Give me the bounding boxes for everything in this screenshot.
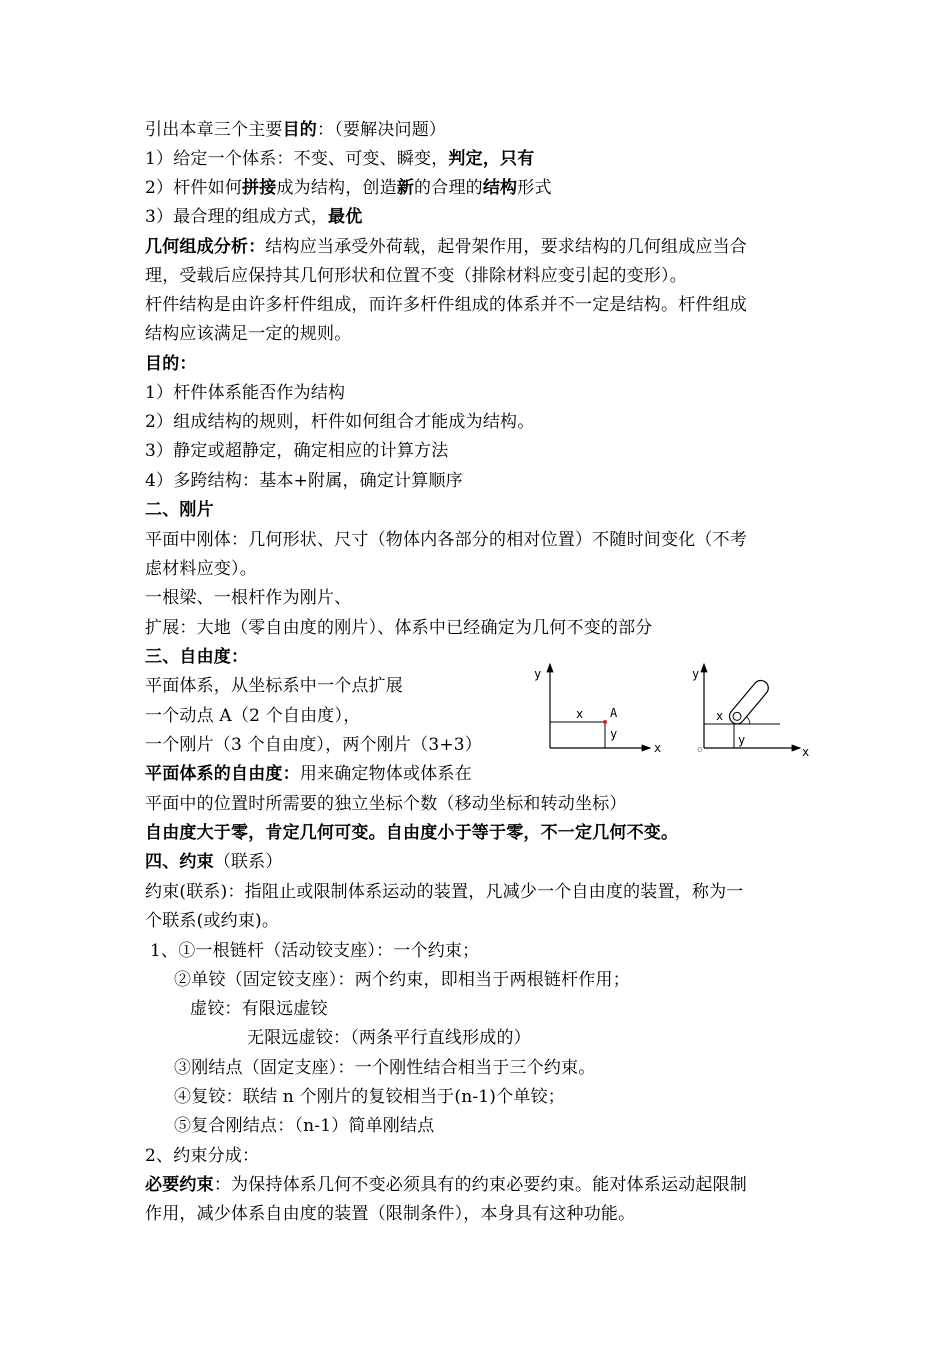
text-segment: 形式 [517, 178, 552, 198]
bold-text-segment: 四、约束 [145, 852, 214, 872]
bold-text-segment: 判定，只有 [448, 149, 535, 169]
text-segment: 结构应当承受外荷载，起骨架作用，要求结构的几何组成应当合 [265, 237, 748, 257]
text-line-l34 [174, 1083, 565, 1112]
text-segment: 理，受载后应保持其几何形状和位置不变（排除材料应变引起的变形）。 [145, 266, 687, 286]
text-segment: （联系） [213, 852, 283, 872]
text-line-l27 [145, 878, 743, 907]
figure-point-coordinates [530, 660, 670, 760]
text-segment: ④复铰：联结 n 个刚片的复铰相当于(n-1)个单铰； [174, 1087, 565, 1107]
text-line-l20 [145, 672, 403, 701]
text-segment: 3）静定或超静定，确定相应的计算方法 [145, 441, 449, 461]
text-line-l25 [145, 819, 678, 848]
bold-text-segment: 几何组成分析： [145, 237, 266, 257]
point-a-marker [603, 720, 607, 724]
text-line-l37 [145, 1171, 747, 1200]
text-line-l1 [145, 116, 446, 145]
text-segment: 1）给定一个体系：不变、可变、瞬变， [145, 149, 449, 169]
text-segment: 1）杆件体系能否作为结构 [145, 383, 346, 403]
text-line-l38 [145, 1200, 635, 1229]
text-line-l4 [145, 203, 362, 232]
figure-rigid-body-coordinates [688, 660, 818, 760]
text-segment: 约束(联系)：指阻止或限制体系运动的装置，凡减少一个自由度的装置，称为一 [145, 882, 744, 902]
text-line-l15 [145, 526, 747, 555]
x-axis-label: x [654, 741, 662, 755]
bold-text-segment: 新 [396, 178, 415, 198]
text-segment: ：（要解决问题） [317, 120, 447, 140]
text-line-l22 [145, 731, 482, 760]
text-line-l30 [174, 966, 630, 995]
origin-label: o [697, 745, 703, 755]
text-line-l29 [150, 937, 479, 966]
text-line-l13 [145, 467, 463, 496]
bold-text-segment: 目的： [145, 354, 197, 374]
bold-text-segment: 自由度大于零，肯定几何可变。自由度小于等于零，不一定几何不变。 [145, 823, 679, 843]
text-segment: 结构应该满足一定的规则。 [145, 324, 352, 344]
text-line-l14 [145, 496, 214, 525]
y-distance-label: y [738, 733, 746, 747]
text-line-l17 [145, 584, 351, 613]
x-distance-label: x [716, 709, 724, 723]
text-segment: 虑材料应变）。 [145, 559, 257, 579]
text-segment: 平面中刚体：几何形状、尺寸（物体内各部分的相对位置）不随时间变化（不考 [145, 530, 747, 550]
text-line-l33 [174, 1054, 596, 1083]
text-segment: 成为结构，创造 [276, 178, 397, 198]
text-segment: 一个动点 A（2 个自由度）， [145, 706, 361, 726]
text-segment: 虚铰：有限远虚铰 [190, 999, 328, 1019]
text-segment: ⑤复合刚结点：（n-1）简单刚结点 [174, 1116, 435, 1136]
text-segment: 一个刚片（3 个自由度），两个刚片（3+3） [145, 735, 482, 755]
x-axis-label: x [802, 745, 810, 759]
text-line-l9 [145, 350, 197, 379]
text-segment: 无限远虚铰：（两条平行直线形成的） [247, 1028, 531, 1048]
text-segment: 2）组成结构的规则，杆件如何组合才能成为结构。 [145, 412, 535, 432]
text-line-l32 [247, 1024, 531, 1053]
bold-text-segment: 结构 [482, 178, 518, 198]
text-segment: 平面中的位置时所需要的独立坐标个数（移动坐标和转动坐标） [145, 794, 627, 814]
bold-text-segment: 目的 [282, 120, 318, 140]
text-line-l7 [145, 291, 747, 320]
text-segment: 2、约束分成： [145, 1146, 260, 1166]
text-segment: 平面体系，从坐标系中一个点扩展 [145, 676, 403, 696]
text-line-l31 [190, 995, 328, 1024]
text-line-l8 [145, 320, 351, 349]
text-segment: 的合理的 [414, 178, 483, 198]
y-distance-label: y [610, 727, 618, 741]
bold-text-segment: 三、自由度： [145, 647, 249, 667]
text-segment: ：为保持体系几何不变必须具有的约束必要约束。能对体系运动起限制 [213, 1175, 748, 1195]
text-line-l35 [174, 1112, 434, 1141]
text-line-l23 [145, 760, 472, 789]
text-line-l5 [145, 233, 747, 262]
text-segment: 作用，减少体系自由度的装置（限制条件），本身具有这种功能。 [145, 1204, 636, 1224]
text-line-l24 [145, 790, 627, 819]
text-segment: 1、①一根链杆（活动铰支座）：一个约束； [150, 941, 480, 961]
text-line-l28 [145, 907, 279, 936]
x-distance-label: x [576, 707, 584, 721]
text-line-l12 [145, 437, 448, 466]
y-axis-label: y [534, 667, 542, 681]
text-line-l26 [145, 848, 283, 877]
bold-text-segment: 平面体系的自由度： [145, 764, 300, 784]
text-segment: 一根梁、一根杆作为刚片、 [145, 588, 352, 608]
text-line-l11 [145, 408, 534, 437]
bold-text-segment: 二、刚片 [145, 500, 214, 520]
text-segment: 2）杆件如何 [145, 178, 243, 198]
bold-text-segment: 拼接 [242, 178, 277, 198]
text-segment: 引出本章三个主要 [145, 120, 283, 140]
text-segment: 用来确定物体或体系在 [299, 764, 472, 784]
text-line-l18 [145, 614, 653, 643]
text-segment: 扩展：大地（零自由度的刚片）、体系中已经确定为几何不变的部分 [145, 618, 653, 638]
text-segment: ②单铰（固定铰支座）：两个约束，即相当于两根链杆作用； [174, 970, 630, 990]
text-line-l3 [145, 174, 552, 203]
text-line-l19 [145, 643, 248, 672]
bold-text-segment: 最优 [328, 207, 363, 227]
text-segment: 个联系(或约束)。 [145, 911, 280, 931]
text-segment: 4）多跨结构：基本+附属，确定计算顺序 [145, 471, 463, 491]
text-line-l16 [145, 555, 257, 584]
text-segment: 杆件结构是由许多杆件组成，而许多杆件组成的体系并不一定是结构。杆件组成 [145, 295, 747, 315]
text-line-l6 [145, 262, 687, 291]
point-a-label: A [610, 706, 618, 720]
text-line-l10 [145, 379, 345, 408]
text-line-l36 [145, 1142, 259, 1171]
text-segment: ③刚结点（固定支座）：一个刚性结合相当于三个约束。 [174, 1058, 596, 1078]
text-line-l2 [145, 145, 534, 174]
y-axis-label: y [692, 667, 700, 681]
text-line-l21 [145, 702, 360, 731]
text-segment: 3）最合理的组成方式， [145, 207, 329, 227]
bold-text-segment: 必要约束 [145, 1175, 214, 1195]
